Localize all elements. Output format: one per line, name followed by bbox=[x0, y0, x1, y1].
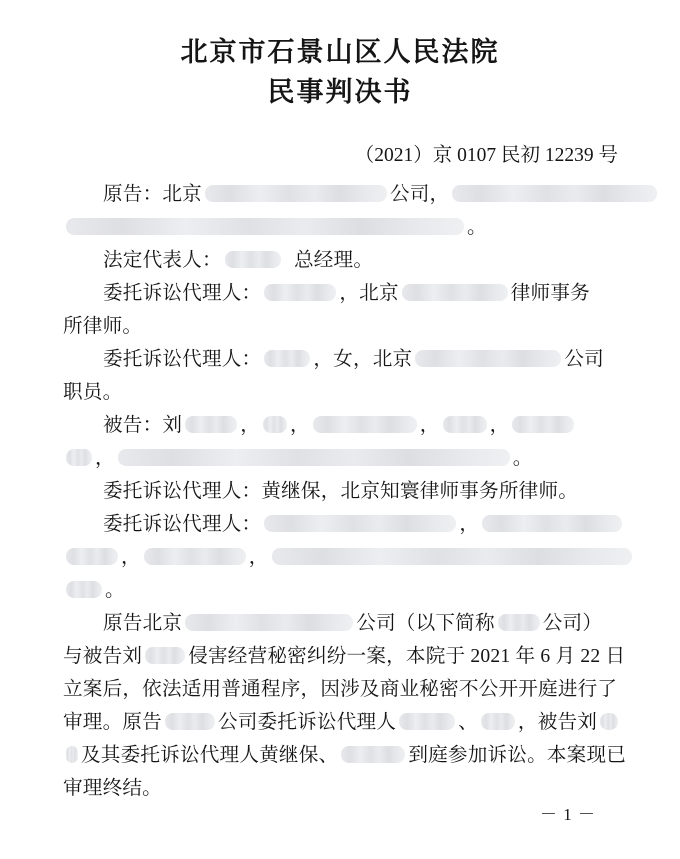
text-segment: 。 bbox=[467, 217, 487, 238]
court-name-title: 北京市石景山区人民法院 bbox=[180, 37, 500, 67]
text-segment: 公司） bbox=[542, 613, 603, 634]
text-line bbox=[63, 607, 623, 640]
redaction-blob bbox=[225, 251, 281, 268]
redaction-blob bbox=[66, 449, 92, 466]
text-segment: 侵害经营秘密纠纷一案，本院于 2021 年 6 月 22 日 bbox=[188, 646, 626, 667]
redaction-blob bbox=[272, 548, 632, 565]
text-line bbox=[63, 739, 627, 772]
text-segment: 原告：北京 bbox=[103, 184, 202, 205]
text-segment: ， bbox=[95, 448, 115, 469]
text-segment: 立案后，依法适用普通程序，因涉及商业秘密不公开开庭进行了 bbox=[63, 679, 618, 700]
document-body bbox=[63, 178, 627, 805]
text-line bbox=[63, 508, 623, 541]
text-segment: 委托诉讼代理人： bbox=[103, 283, 262, 304]
redaction-blob bbox=[481, 713, 515, 730]
text-line bbox=[63, 409, 623, 442]
redaction-blob bbox=[402, 284, 508, 301]
text-segment: ， bbox=[289, 415, 310, 436]
redaction-blob bbox=[205, 185, 387, 202]
text-segment: 职员。 bbox=[63, 382, 123, 403]
redaction-blob bbox=[264, 515, 456, 532]
redaction-blob bbox=[264, 350, 310, 367]
redaction-blob bbox=[66, 581, 102, 598]
redaction-blob bbox=[165, 713, 215, 730]
redaction-blob bbox=[443, 416, 487, 433]
text-segment: ， bbox=[419, 415, 440, 436]
redaction-blob bbox=[66, 218, 464, 235]
redaction-blob bbox=[482, 515, 622, 532]
redaction-blob bbox=[263, 416, 287, 433]
text-segment: ， bbox=[459, 514, 480, 535]
text-line bbox=[63, 376, 623, 409]
redaction-blob bbox=[600, 713, 618, 730]
text-line bbox=[63, 310, 623, 343]
redaction-blob bbox=[341, 746, 405, 763]
redaction-blob bbox=[264, 284, 336, 301]
text-segment: 被告：刘 bbox=[103, 415, 183, 436]
redaction-blob bbox=[185, 416, 237, 433]
document-type-title: 民事判决书 bbox=[267, 77, 413, 107]
page-number: － 1 － bbox=[540, 805, 596, 824]
redaction-blob bbox=[415, 350, 561, 367]
redaction-blob bbox=[145, 647, 185, 664]
redaction-blob bbox=[66, 548, 118, 565]
redaction-blob bbox=[313, 416, 417, 433]
redaction-blob bbox=[185, 614, 353, 631]
text-segment: ，女，北京 bbox=[313, 349, 413, 370]
text-line bbox=[63, 277, 623, 310]
redaction-blob bbox=[452, 185, 657, 202]
text-line bbox=[63, 211, 623, 244]
text-segment: 律师事务 bbox=[510, 283, 590, 304]
text-segment: 及其委托诉讼代理人黄继保、 bbox=[81, 745, 339, 766]
text-segment: 法定代表人： bbox=[103, 250, 222, 271]
redaction-blob bbox=[118, 449, 510, 466]
redaction-blob bbox=[399, 713, 455, 730]
text-line bbox=[63, 244, 623, 277]
text-line bbox=[63, 640, 626, 673]
text-segment: ，被告刘 bbox=[517, 712, 598, 733]
text-segment: 。 bbox=[105, 580, 125, 601]
text-segment: 、 bbox=[458, 712, 478, 733]
redaction-blob bbox=[498, 614, 540, 631]
text-line bbox=[63, 178, 623, 211]
redaction-blob bbox=[66, 746, 78, 763]
text-line bbox=[63, 772, 623, 805]
text-segment: ， bbox=[240, 415, 260, 436]
text-segment: ，北京 bbox=[339, 283, 399, 304]
text-segment: 与被告刘 bbox=[63, 646, 143, 667]
text-line bbox=[63, 673, 623, 706]
text-segment: 总经理。 bbox=[283, 250, 374, 271]
text-segment: ， bbox=[489, 415, 510, 436]
text-line bbox=[63, 541, 623, 574]
text-line bbox=[63, 442, 623, 475]
text-segment: 委托诉讼代理人： bbox=[103, 349, 262, 370]
text-segment: 。 bbox=[512, 448, 533, 469]
redaction-blob bbox=[144, 548, 246, 565]
text-line bbox=[63, 706, 623, 739]
text-segment: 委托诉讼代理人：黄继保，北京知寰律师事务所律师。 bbox=[103, 481, 579, 502]
text-segment: 到庭参加诉讼。本案现已 bbox=[408, 745, 627, 766]
text-line bbox=[63, 475, 623, 508]
case-number: （2021）京 0107 民初 12239 号 bbox=[354, 145, 618, 166]
text-segment: ， bbox=[248, 547, 269, 568]
text-segment: ， bbox=[121, 547, 141, 568]
text-segment: 公司委托诉讼代理人 bbox=[217, 712, 397, 733]
text-segment: 委托诉讼代理人： bbox=[103, 514, 262, 535]
text-segment: 公司 bbox=[564, 349, 604, 370]
text-segment: 公司， bbox=[389, 184, 450, 205]
text-segment: 公司（以下简称 bbox=[356, 613, 495, 634]
text-segment: 所律师。 bbox=[63, 316, 143, 337]
text-segment: 审理终结。 bbox=[63, 778, 162, 799]
text-segment: 原告北京 bbox=[103, 613, 183, 634]
text-line bbox=[63, 574, 623, 607]
text-segment: 审理。原告 bbox=[63, 712, 162, 733]
text-line bbox=[63, 343, 623, 376]
redaction-blob bbox=[512, 416, 574, 433]
